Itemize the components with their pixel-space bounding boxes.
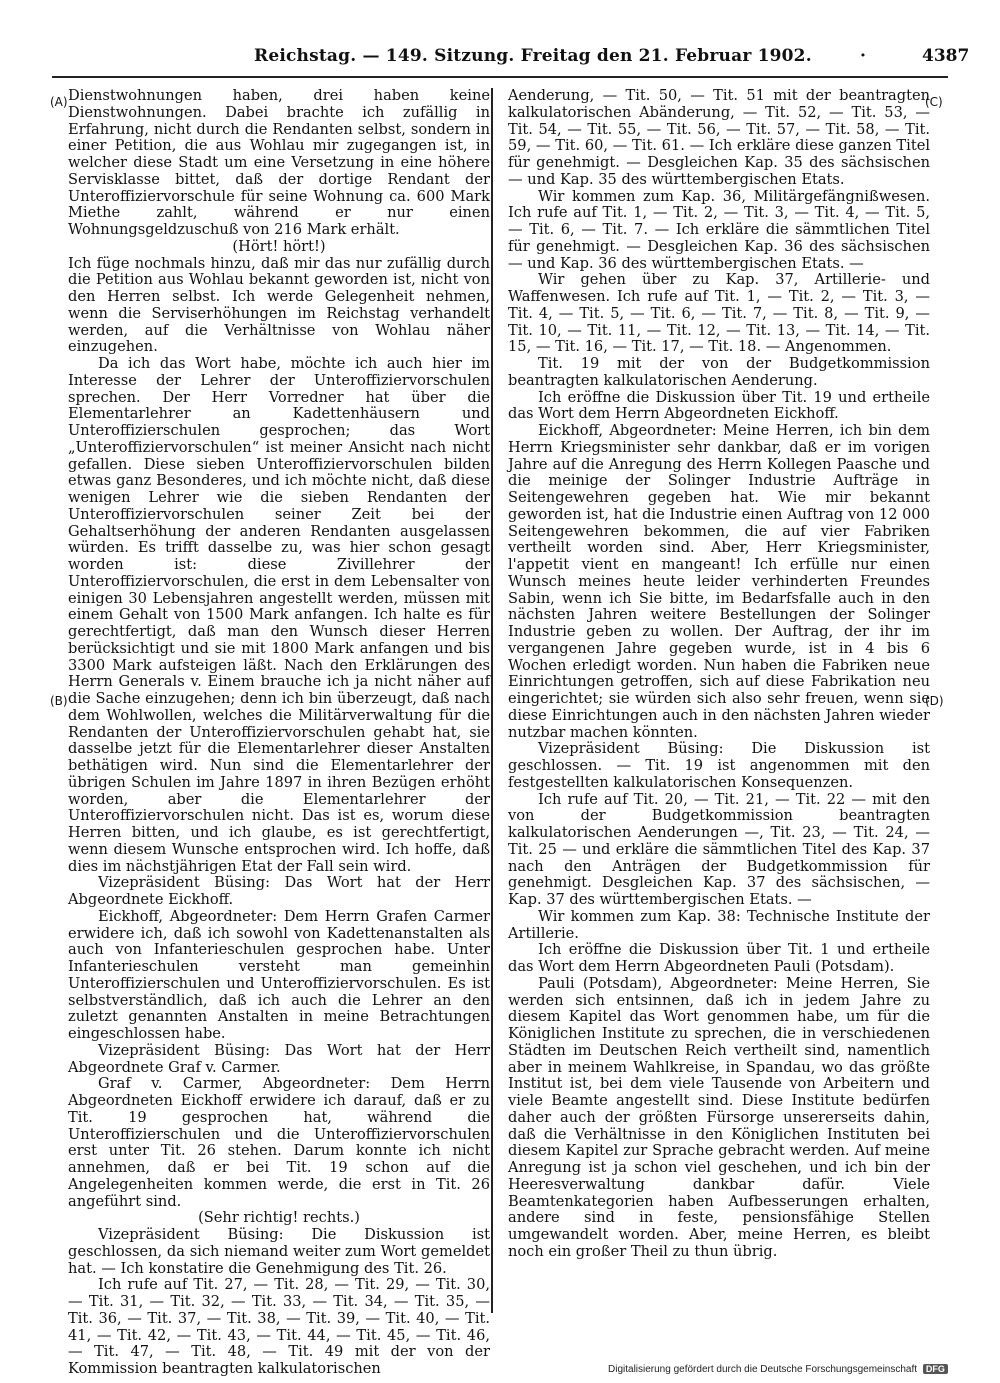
interjection: (Hört! hört!) [232,237,326,255]
dfg-logo: DFG [923,1364,948,1374]
paragraph: Tit. 19 mit der von der Budgetkommission beantragten kalkulatorischen Aenderung. [508,355,930,389]
footer-text: Digitalisierung gefördert durch die Deutsche Forschungsgemeinschaft [608,1364,918,1375]
right-column [508,88,930,1261]
speaker-paragraph: Vizepräsident Büsing: Das Wort hat der Herr Abgeordnete Graf v. Carmer. [68,1041,490,1076]
paragraph: Wir kommen zum Kap. 38: Technische Institute der Artillerie. [508,907,930,942]
header-rule [52,76,948,78]
paragraph: Dienstwohnungen haben, drei haben keine Dienstwohnungen. Dabei brachte ich zufällig in Erfahrung, nicht durch die Rendanten selbst, sondern in einer Petition, die aus Wohlau mir zugegangen ist, in welcher diese Stadt um eine Versetzung in eine höhere Servisklasse bittet, daß der dortige Rendant der Unteroffiziervorschule für seine Wohnung ca. 600 Mark Miethe zahlt, während er nur einen Wohnungsgeldzuschuß von 216 Mark erhält. [68,87,490,238]
paragraph: Ich eröffne die Diskussion über Tit. 1 und ertheile das Wort dem Herrn Abgeordneten Pauli (Potsdam). [508,941,930,975]
paragraph: Wir kommen zum Kap. 36, Militärgefängnißwesen. Ich rufe auf Tit. 1, — Tit. 2, — Tit. 3, — Tit. 4, — Tit. 5, — Tit. 6, — Tit. 7. — Ich erkläre die sämmtlichen Titel für genehmigt. — Desgleichen Kap. 36 des sächsischen — und Kap. 36 des württembergischen Etats. — [508,187,930,272]
paragraph: Wir gehen über zu Kap. 37, Artillerie- und Waffenwesen. Ich rufe auf Tit. 1, — Tit. 2, — Tit. 3, — Tit. 4, — Tit. 5, — Tit. 6, — Tit. 7, — Tit. 8, — Tit. 9, — Tit. 10, — Tit. 11, — Tit. 12, — Tit. 13, — Tit. 14, — Tit. 15, — Tit. 16, — Tit. 17, — Tit. 18. — Angenommen. [508,271,930,356]
left-column [68,88,490,1378]
header-dot: · [860,46,866,66]
speaker-paragraph: Vizepräsident Büsing: Das Wort hat der Herr Abgeordnete Eickhoff. [68,874,490,908]
speaker-paragraph: Eickhoff, Abgeordneter: Dem Herrn Grafen Carmer erwidere ich, daß ich sowohl von Kadettenanstalten als auch von Infanterieschulen gesprochen habe. Unter Infanterieschulen versteht man gemeinhin Unteroffizierschulen und Unteroffiziervorschulen. Es ist selbstverständlich, daß ich auch die Lehrer an den zuletzt genannten Anstalten in meine Betrachtungen eingeschlossen habe. [68,907,490,1042]
speaker-paragraph: Vizepräsident Büsing: Die Diskussion ist geschlossen, da sich niemand weiter zum Wort gemeldet hat. — Ich konstatire die Genehmigung des Tit. 26. [68,1226,490,1277]
digitization-footer [608,1364,948,1375]
speaker-paragraph: Pauli (Potsdam), Abgeordneter: Meine Herren, Sie werden sich entsinnen, daß ich in jedem Jahre zu diesem Kapitel das Wort genommen habe, um für die Königlichen Institute zu sprechen, die in verschiedenen Städten im Deutschen Reich vertheilt sind, namentlich aber in meinem Wahlkreise, in Spandau, wo das größte Institut ist, bei dem viele Tausende von Arbeitern und viele Beamte angestellt sind. Diese Institute bedürfen daher auch der größten Fürsorge unsererseits dahin, daß die Verhältnisse in den Königlichen Instituten bei diesem Kapitel zur Sprache gebracht werden. Auf meine Anregung ist ja schon viel geschehen, und ich bin der Heeresverwaltung dankbar dafür. Viele Beamtenkategorien haben Aufbesserungen erhalten, andere sind in feste, pensionsfähige Stellen umgewandelt worden. Aber, meine Herren, es bleibt noch ein großer Theil zu thun übrig. [508,974,930,1260]
speaker-paragraph: Vizepräsident Büsing: Die Diskussion ist geschlossen. — Tit. 19 ist angenommen mit den festgestellten kalkulatorischen Konsequenzen. [508,740,930,791]
margin-mark-a: (A) [50,95,68,109]
paragraph: Aenderung, — Tit. 50, — Tit. 51 mit der beantragten kalkulatorischen Abänderung, — Tit. 52, — Tit. 53, — Tit. 54, — Tit. 55, — Tit. 56, — Tit. 57, — Tit. 58, — Tit. 59, — Tit. 60, — Tit. 61. — Ich erkläre diese ganzen Titel für genehmigt. — Desgleichen Kap. 35 des sächsischen — und Kap. 35 des württembergischen Etats. [508,87,930,188]
interjection: (Sehr richtig! rechts.) [198,1209,360,1227]
page-number: 4387 [922,46,970,66]
paragraph: Da ich das Wort habe, möchte ich auch hier im Interesse der Lehrer der Unteroffiziervorschulen sprechen. Der Herr Vorredner hat über die Elementarlehrer an Kadettenhäusern und Unteroffizierschulen gesprochen; das Wort „Unteroffiziervorschulen“ ist meiner Ansicht nach nicht gefallen. Diese sieben Unteroffiziervorschulen bilden etwas ganz Besonderes, und ich möchte nicht, daß diese wenigen Lehrer wie die sieben Rendanten der Unteroffiziervorschulen seiner Zeit bei der Gehaltserhöhung der anderen Rendanten ausgelassen würden. Es trifft dasselbe zu, was hier schon gesagt worden ist: diese Zivillehrer der Unteroffiziervorschulen, die erst in dem Lebensalter von einigen 30 Lebensjahren angestellt werden, müssen mit einem Gehalt von 1500 Mark anfangen. Ich halte es für gerechtfertigt, daß man den Wunsch dieser Herren berücksichtigt und sie mit 1800 Mark anfangen und bis 3300 Mark aufsteigen läßt. Nach den Erklärungen des Herrn Generals v. Einem brauche ich ja nicht näher auf die Sache einzugehen; denn ich bin überzeugt, daß nach dem Wohlwollen, welches die Militärverwaltung für die Rendanten der Unteroffiziervorschulen gehabt hat, sie dasselbe jetzt für die Elementarlehrer dieser Anstalten bethätigen wird. Nun sind die Elementarlehrer der übrigen Schulen im Jahre 1897 in ihren Bezügen erhöht worden, aber die Elementarlehrer der Unteroffiziervorschulen nicht. Das ist es, worum diese Herren bitten, und ich glaube, es ist gerechtfertigt, wenn diesem Wunsche entsprochen wird. Ich hoffe, daß dies im nächstjährigen Etat der Fall sein wird. [68,355,490,875]
paragraph: Ich rufe auf Tit. 27, — Tit. 28, — Tit. 29, — Tit. 30, — Tit. 31, — Tit. 32, — Tit. 33, — Tit. 34, — Tit. 35, — Tit. 36, — Tit. 37, — Tit. 38, — Tit. 39, — Tit. 40, — Tit. 41, — Tit. 42, — Tit. 43, — Tit. 44, — Tit. 45, — Tit. 46, — Tit. 47, — Tit. 48, — Tit. 49 mit der von der Kommission beantragten kalkulatorischen [68,1276,490,1377]
margin-mark-c: (C) [925,95,943,109]
paragraph: Ich füge nochmals hinzu, daß mir das nur zufällig durch die Petition aus Wohlau bekannt geworden ist, nicht von den Herren selbst. Ich werde Gelegenheit nehmen, wenn die Serviserhöhungen im Reichstag verhandelt werden, auf die Verhältnisse von Wohlau näher einzugehen. [68,254,490,356]
running-title: Reichstag. — 149. Sitzung. Freitag den 21. Februar 1902. [254,46,812,66]
speaker-paragraph: Graf v. Carmer, Abgeordneter: Dem Herrn Abgeordneten Eickhoff erwidere ich darauf, daß er zu Tit. 19 gesprochen hat, während die Unteroffizierschulen und die Unteroffiziervorschulen erst unter Tit. 26 stehen. Darum konnte ich nicht annehmen, daß er bei Tit. 19 schon auf die Angelegenheiten kommen werde, die erst in Tit. 26 angeführt sind. [68,1075,490,1210]
column-divider [491,88,493,1313]
speaker-paragraph: Eickhoff, Abgeordneter: Meine Herren, ich bin dem Herrn Kriegsminister sehr dankbar, daß er im vorigen Jahre auf die Anregung des Herrn Kollegen Paasche und die meinige der Solinger Industrie Aufträge in Seitengewehren gegeben hat. Wie mir bekannt geworden ist, hat die Industrie einen Auftrag von 12 000 Seitengewehren bekommen, die auf vier Fabriken vertheilt worden sind. Aber, Herr Kriegsminister, l'appetit vient en mangeant! Ich erfülle nur einen Wunsch meines heute leider verhinderten Freundes Sabin, wenn ich Sie bitte, im Bedarfsfalle auch in den nächsten Jahren weitere Bestellungen der Solinger Industrie geben zu wollen. Der Auftrag, der ihr im vergangenen Jahre gegeben wurde, ist in 4 bis 6 Wochen erledigt worden. Nun haben die Fabriken neue Einrichtungen getroffen, sich auf diese Fabrikation neu eingerichtet; sie würden sich also sehr freuen, wenn sie diese Einrichtungen auch in den nächsten Jahren wieder nutzbar machen könnten. [508,422,930,741]
paragraph: Ich eröffne die Diskussion über Tit. 19 und ertheile das Wort dem Herrn Abgeordneten Eickhoff. [508,388,930,423]
margin-mark-b: (B) [50,694,68,708]
margin-mark-d: (D) [925,694,944,708]
paragraph: Ich rufe auf Tit. 20, — Tit. 21, — Tit. 22 — mit den von der Budgetkommission beantragten kalkulatorischen Aenderungen —, Tit. 23, — Tit. 24, — Tit. 25 — und erkläre die sämmtlichen Titel des Kap. 37 nach den Anträgen der Budgetkommission für genehmigt. Desgleichen Kap. 37 des sächsischen, — Kap. 37 des württembergischen Etats. — [508,790,930,908]
page-header [0,44,1000,74]
